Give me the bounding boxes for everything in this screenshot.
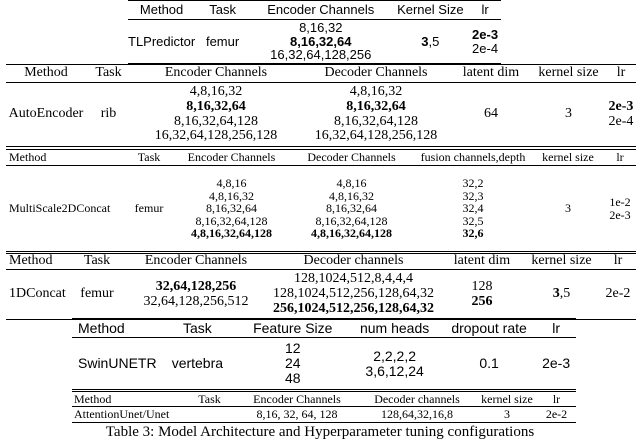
t2-latent: 64 xyxy=(451,83,531,147)
t5-header-row: Method Task Feature Size num heads dropout rate lr xyxy=(72,319,576,338)
t3-task: femur xyxy=(124,166,174,252)
t4-dec: 128,1024,512,8,4,4,4 128,1024,512,256,128,64,32 256,1024,512,256,128,64,32 xyxy=(266,270,441,320)
t6-kernel: 3 xyxy=(477,407,537,423)
t3-method: MultiScale2DConcat xyxy=(6,166,124,252)
t5-heads: 2,2,2,2 3,6,12,24 xyxy=(347,338,442,390)
t5-lr: 2e-3 xyxy=(536,338,576,390)
t2-enc: 4,8,16,32 8,16,32,64 8,16,32,64,128 16,32,64,128,256,128 xyxy=(131,83,301,147)
t1-h-method: Method xyxy=(128,1,195,20)
table-tlpredictor xyxy=(128,0,501,64)
t6-task xyxy=(182,407,237,423)
t1-h-kernel: Kernel Size xyxy=(392,1,470,20)
t6-dec: 128,64,32,16,8 xyxy=(357,407,477,423)
t3-fusion: 32,2 32,3 32,4 32,5 32,6 xyxy=(414,166,532,252)
table-multiscale2dconcat xyxy=(6,149,636,252)
t3-row xyxy=(6,166,636,252)
table-caption: Table 3: Model Architecture and Hyperparameter tuning configurations xyxy=(105,424,535,440)
table-1dconcat xyxy=(6,253,636,320)
t6-lr: 2e-2 xyxy=(537,407,576,423)
t1-h-lr: lr xyxy=(469,1,501,20)
t2-task: rib xyxy=(86,83,131,147)
t4-method: 1DConcat xyxy=(6,270,68,320)
t1-row xyxy=(128,20,501,64)
t1-method: TLPredictor xyxy=(128,20,195,64)
t4-enc: 32,64,128,256 32,64,128,256,512 xyxy=(126,270,266,320)
t4-task: femur xyxy=(68,270,126,320)
t5-row xyxy=(72,338,576,390)
table-autoencoder xyxy=(6,64,636,147)
t2-header-row: Method Task Encoder Channels Decoder Channels latent dim kernel size lr xyxy=(6,65,636,83)
t1-enc: 8,16,32 8,16,32,64 16,32,64,128,256 xyxy=(250,20,392,64)
t4-header-row: Method Task Encoder Channels Decoder channels latent dim kernel size lr xyxy=(6,254,636,270)
t1-kernel: 3,5 xyxy=(392,20,470,64)
t5-task: vertebra xyxy=(157,338,239,390)
t1-task: femur xyxy=(195,20,250,64)
t4-latent: 128 256 xyxy=(441,270,523,320)
t1-h-task: Task xyxy=(195,1,250,20)
t6-row xyxy=(72,407,576,423)
t2-row xyxy=(6,83,636,147)
t2-lr: 2e-3 2e-4 xyxy=(606,83,636,147)
table-swinunetr xyxy=(72,318,576,390)
t6-enc: 8,16, 32, 64, 128 xyxy=(237,407,357,423)
t3-dec: 4,8,16 4,8,16,32 8,16,32,64 8,16,32,64,128 4,8,16,32,64,128 xyxy=(289,166,414,252)
t3-enc: 4,8,16 4,8,16,32 8,16,32,64 8,16,32,64,128 4,8,16,32,64,128 xyxy=(174,166,289,252)
t5-method: SwinUNETR xyxy=(72,338,157,390)
t1-lr: 2e-3 2e-4 xyxy=(469,20,501,64)
t5-dropout: 0.1 xyxy=(442,338,536,390)
t3-header-row: Method Task Encoder Channels Decoder Channels fusion channels,depth kernel size lr xyxy=(6,150,636,166)
t2-kernel: 3 xyxy=(531,83,606,147)
t2-dec: 4,8,16,32 8,16,32,64 8,16,32,64,128 16,32,64,128,256,128 xyxy=(301,83,451,147)
t1-h-enc: Encoder Channels xyxy=(250,1,392,20)
table-attentionunet xyxy=(72,391,576,423)
t4-row xyxy=(6,270,636,320)
t3-lr: 1e-2 2e-3 xyxy=(604,166,636,252)
t1-header-row xyxy=(128,1,501,20)
t4-lr: 2e-2 xyxy=(600,270,636,320)
t6-method: AttentionUnet/Unet xyxy=(72,407,182,423)
t2-method: AutoEncoder xyxy=(6,83,86,147)
t6-header-row: Method Task Encoder Channels Decoder channels kernel size lr xyxy=(72,392,576,407)
t3-kernel: 3 xyxy=(532,166,604,252)
t5-feature: 12 24 48 xyxy=(238,338,347,390)
t4-kernel: 3,5 xyxy=(523,270,600,320)
